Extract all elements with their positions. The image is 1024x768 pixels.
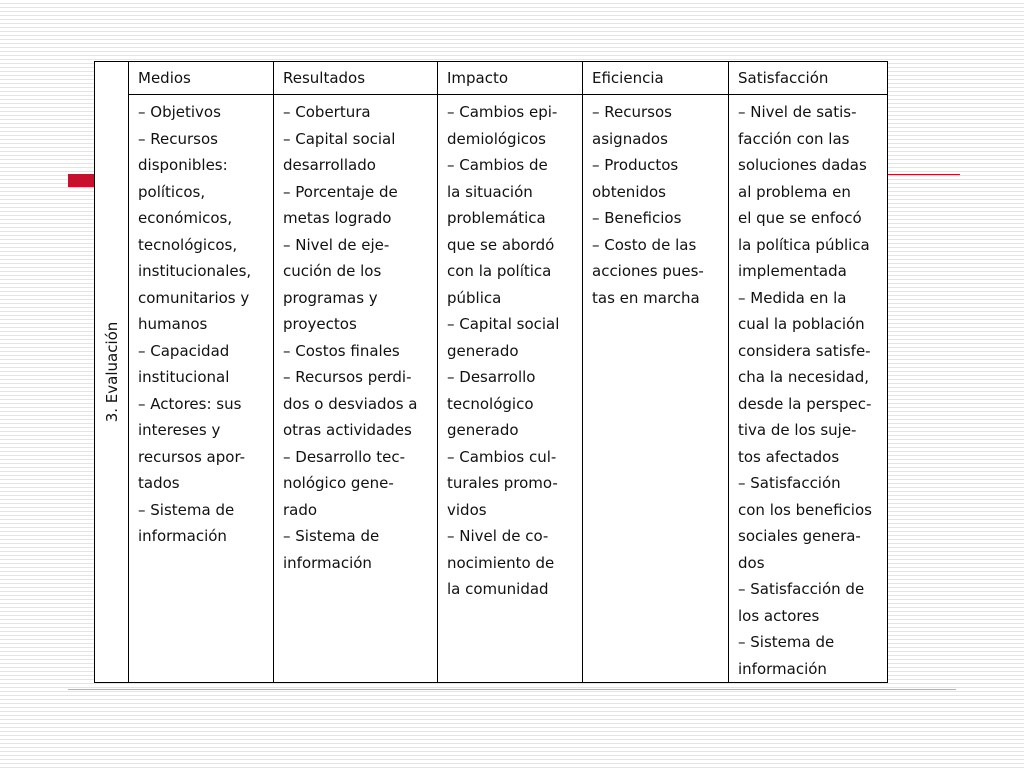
cell-line: rado (283, 500, 318, 519)
cell-line: que se abordó (447, 235, 555, 254)
cell-line: implementada (738, 262, 847, 280)
cell-line: disponibles: (138, 156, 228, 174)
header-eficiencia: Eficiencia (583, 62, 729, 95)
cell-medios (129, 95, 274, 683)
cell-line: dos (738, 553, 765, 572)
cell-line: – Porcentaje de (283, 182, 398, 201)
cell-line: nocimiento de (447, 553, 555, 572)
header-row (95, 62, 888, 95)
cell-line: generado (447, 421, 519, 439)
cell-line: tas en marcha (592, 288, 700, 307)
evaluation-table (94, 61, 888, 683)
cell-line: dos o desviados a (283, 394, 418, 413)
cell-line: – Cambios de (447, 156, 548, 174)
cell-line: intereses y (138, 421, 221, 439)
header-medios: Medios (129, 62, 274, 95)
cell-line: tecnológicos, (138, 235, 238, 254)
cell-line: – Nivel de satis- (738, 103, 857, 121)
cell-line: – Capital social (447, 315, 560, 333)
cell-line: tiva de los suje- (738, 421, 857, 439)
cell-line: institucional (138, 368, 230, 386)
cell-line: acciones pues- (592, 262, 704, 280)
cell-line: programas y (283, 288, 378, 307)
cell-line: la política pública (738, 235, 870, 254)
cell-line: – Productos (592, 156, 679, 174)
header-satisfaccion: Satisfacción (729, 62, 888, 95)
cell-line: – Capital social (283, 129, 396, 148)
cell-line: nológico gene- (283, 474, 394, 492)
accent-bar (68, 174, 94, 187)
cell-line: la comunidad (447, 580, 549, 598)
cell-line: información (738, 659, 827, 678)
cell-line: el que se enfocó (738, 209, 862, 227)
cell-line: al problema en (738, 182, 851, 201)
accent-line (888, 174, 960, 175)
cell-line: con la política (447, 262, 552, 280)
cell-line: recursos apor- (138, 447, 246, 466)
cell-line: sociales genera- (738, 527, 861, 545)
cell-line: soluciones dadas (738, 156, 867, 174)
cell-line: tecnológico (447, 394, 534, 413)
cell-line: con los beneficios (738, 500, 872, 519)
cell-line: metas logrado (283, 209, 392, 227)
cell-line: desarrollado (283, 156, 376, 174)
cell-line: – Cambios cul- (447, 447, 557, 466)
cell-line: – Satisfacción de (738, 580, 865, 598)
cell-line: desde la perspec- (738, 394, 872, 413)
content-row (95, 95, 888, 683)
cell-line: proyectos (283, 315, 357, 333)
cell-line: información (283, 553, 372, 572)
cell-line: políticos, (138, 182, 206, 201)
cell-line: cual la población (738, 315, 865, 333)
cell-line: – Capacidad (138, 341, 230, 360)
cell-line: – Beneficios (592, 209, 682, 227)
cell-line: la situación (447, 182, 533, 201)
cell-line: facción con las (738, 129, 850, 148)
cell-line: demiológicos (447, 129, 546, 148)
cell-line: otras actividades (283, 421, 412, 439)
cell-line: – Nivel de co- (447, 527, 549, 545)
cell-line: información (138, 527, 227, 545)
cell-line: problemática (447, 209, 546, 227)
cell-line: – Costo de las (592, 235, 697, 254)
cell-line: económicos, (138, 209, 233, 227)
header-resultados: Resultados (274, 62, 438, 95)
cell-line: asignados (592, 129, 668, 148)
cell-line: – Sistema de (138, 500, 235, 519)
cell-line: – Recursos perdi- (283, 368, 412, 386)
cell-line: tados (138, 474, 180, 492)
cell-line: – Actores: sus (138, 394, 242, 413)
side-label: 3. Evaluación (102, 321, 121, 423)
cell-line: pública (447, 288, 502, 307)
cell-line: los actores (738, 606, 820, 625)
cell-line: – Cobertura (283, 103, 371, 121)
cell-line: – Sistema de (283, 527, 380, 545)
cell-satisfaccion (729, 95, 888, 683)
cell-line: generado (447, 341, 519, 360)
cell-line: humanos (138, 315, 208, 333)
cell-line: – Objetivos (138, 103, 221, 121)
cell-line: institucionales, (138, 262, 252, 280)
footer-divider (68, 689, 956, 690)
cell-line: – Medida en la (738, 288, 847, 307)
cell-resultados (274, 95, 438, 683)
cell-line: – Nivel de eje- (283, 235, 390, 254)
cell-line: cha la necesidad, (738, 368, 870, 386)
cell-line: – Recursos (138, 129, 218, 148)
cell-line: cución de los (283, 262, 382, 280)
cell-line: tos afectados (738, 447, 840, 466)
cell-eficiencia (583, 95, 729, 683)
side-label-cell (95, 62, 129, 683)
cell-line: considera satisfe- (738, 341, 871, 360)
header-impacto: Impacto (438, 62, 583, 95)
cell-line: – Cambios epi- (447, 103, 558, 121)
cell-impacto (438, 95, 583, 683)
cell-line: obtenidos (592, 182, 666, 201)
cell-line: – Sistema de (738, 633, 835, 651)
cell-line: turales promo- (447, 474, 558, 492)
cell-line: comunitarios y (138, 288, 250, 307)
cell-line: – Costos finales (283, 341, 400, 360)
cell-line: vidos (447, 500, 487, 519)
cell-line: – Desarrollo (447, 368, 536, 386)
cell-line: – Recursos (592, 103, 672, 121)
cell-line: – Satisfacción (738, 474, 841, 492)
cell-line: – Desarrollo tec- (283, 447, 406, 466)
